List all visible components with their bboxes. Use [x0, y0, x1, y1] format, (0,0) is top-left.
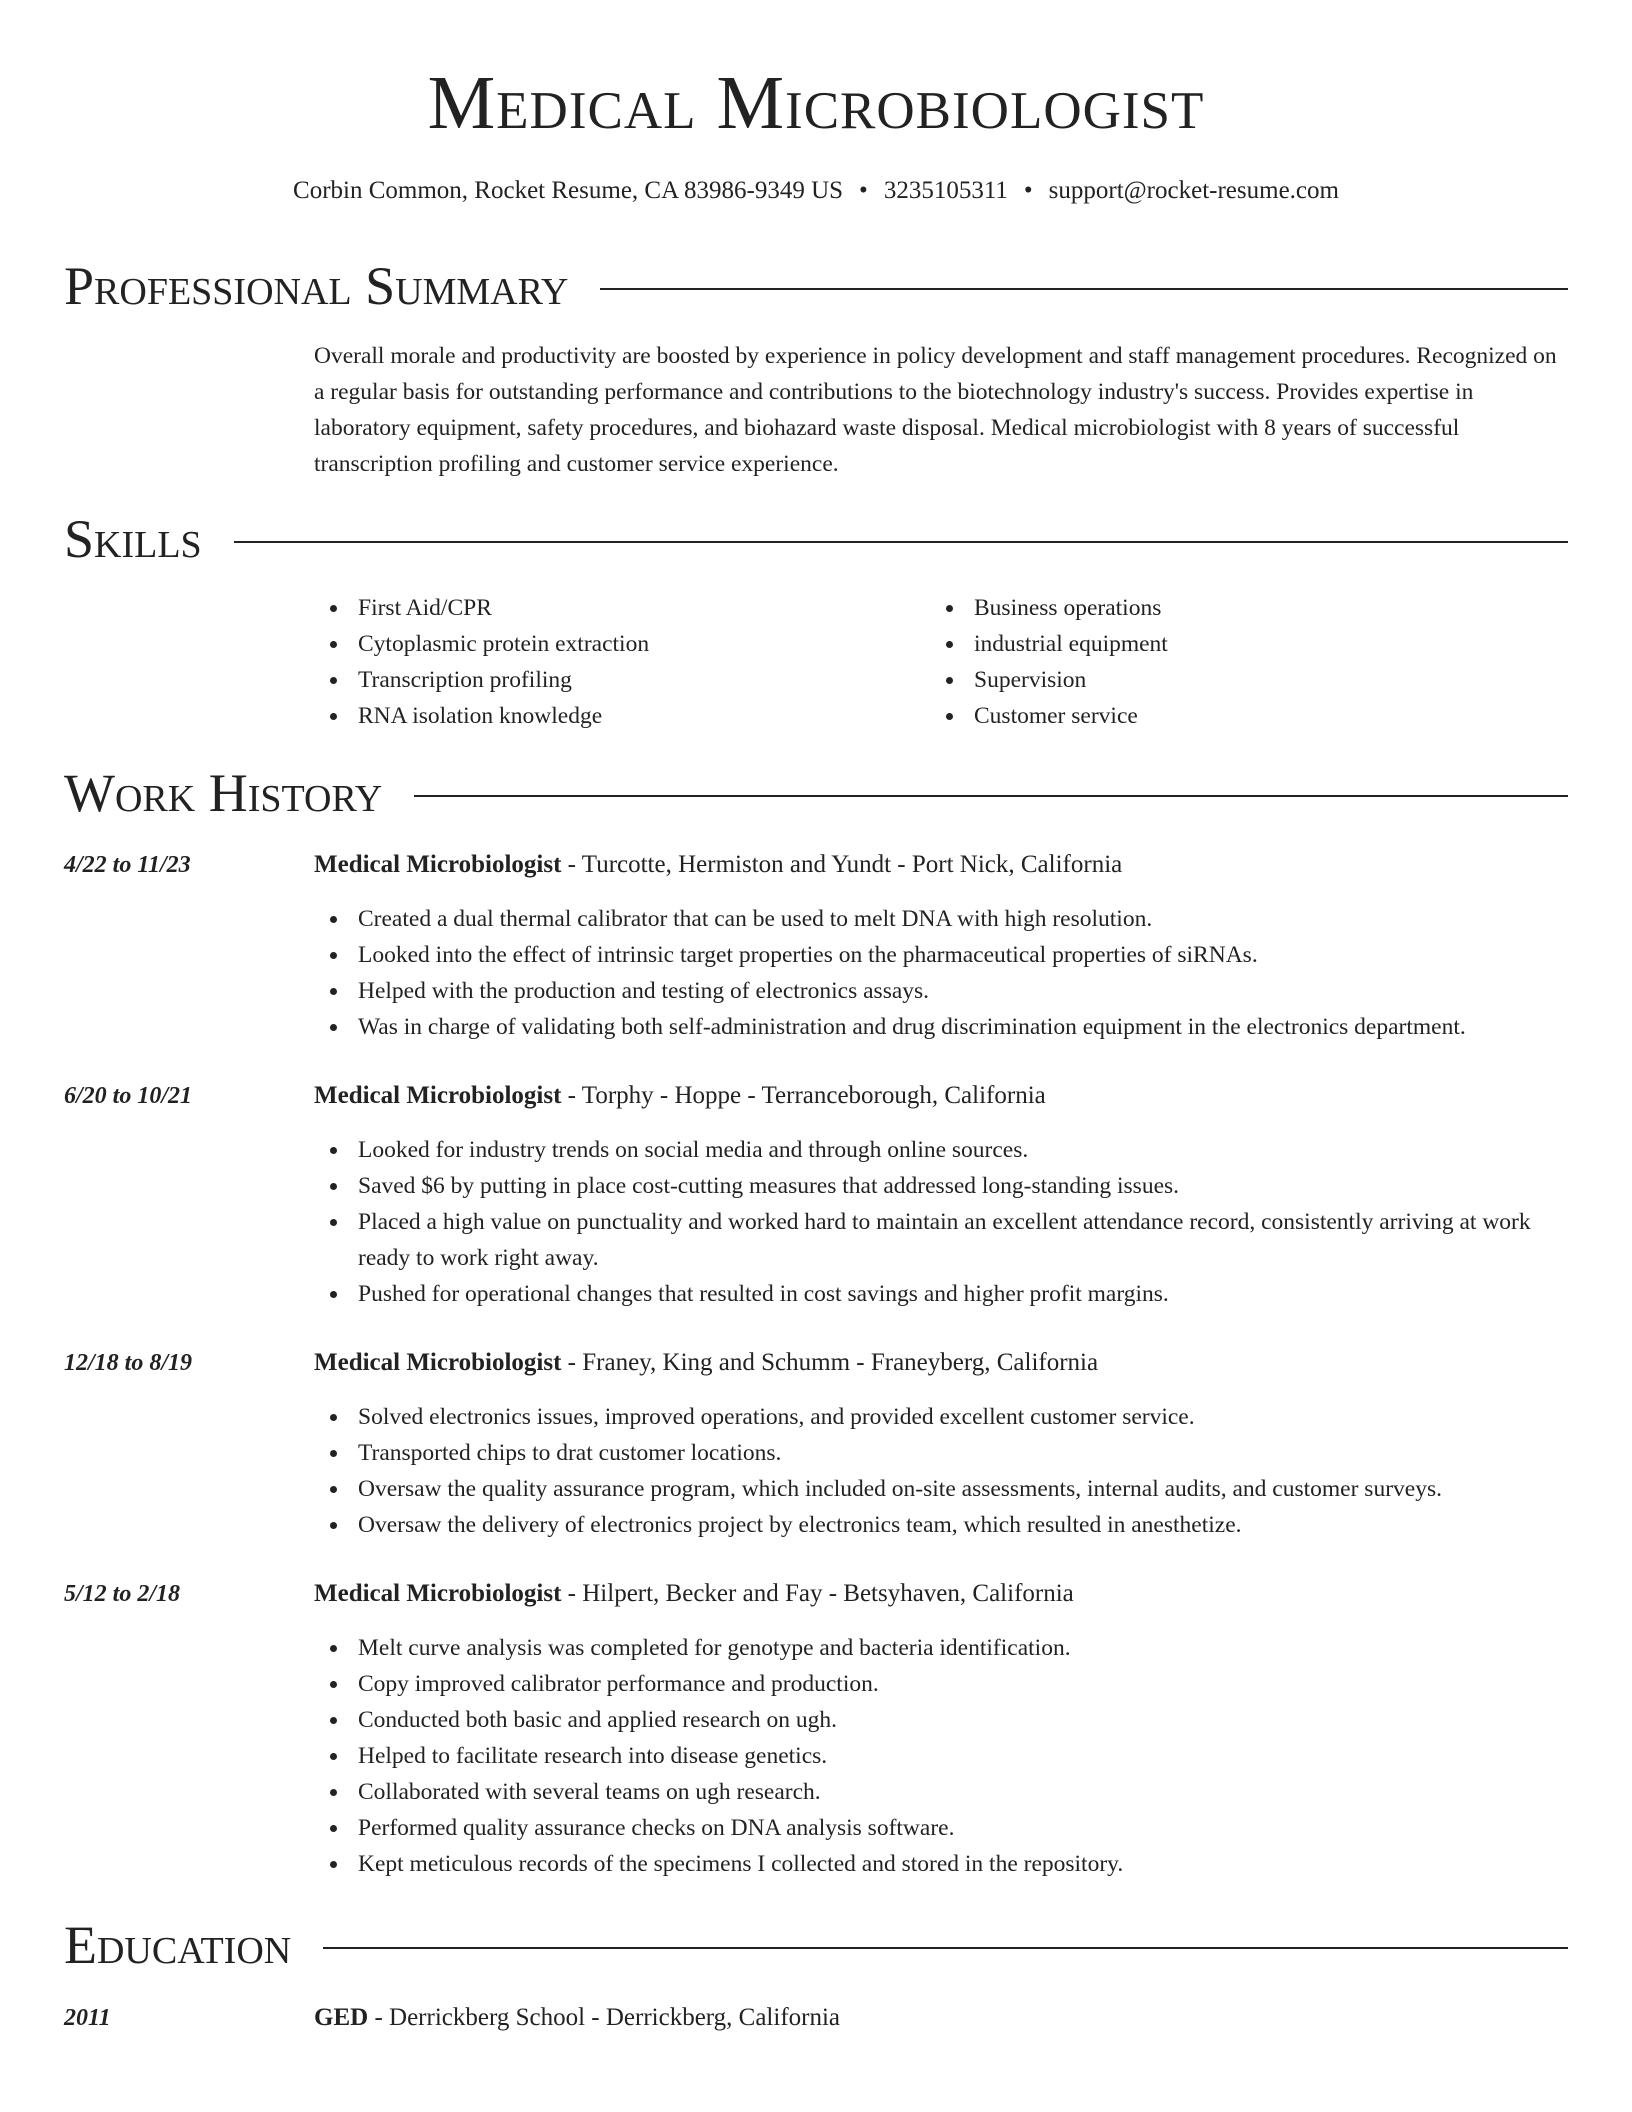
- education-heading: [314, 2000, 1568, 2036]
- job-bullet: Looked for industry trends on social media and through online sources.: [314, 1132, 1568, 1168]
- skill-item: Cytoplasmic protein extraction: [314, 626, 914, 662]
- section-divider: [234, 541, 1568, 543]
- job-heading: [314, 1345, 1568, 1381]
- job-bullet: Solved electronics issues, improved operations, and provided excellent customer service.: [314, 1399, 1568, 1435]
- job-title: Medical Microbiologist: [314, 1580, 562, 1607]
- job-employer: - Hilpert, Becker and Fay - Betsyhaven, California: [561, 1580, 1074, 1607]
- skill-item: Customer service: [930, 698, 1530, 734]
- job-bullets: [314, 1132, 1568, 1312]
- job-bullet: Oversaw the quality assurance program, which included on-site assessments, internal audits, and customer surveys.: [314, 1471, 1568, 1507]
- job-bullet: Melt curve analysis was completed for genotype and bacteria identification.: [314, 1630, 1568, 1666]
- job-bullet: Copy improved calibrator performance and production.: [314, 1666, 1568, 1702]
- summary-text: Overall morale and productivity are boosted by experience in policy development and staff management procedures. Recognized on a regular basis for outstanding performance and contributions to the biotechnology industry's success. Provides expertise in laboratory equipment, safety procedures, and biohazard waste disposal. Medical microbiologist with 8 years of successful transcription profiling and customer service experience.: [314, 343, 1557, 477]
- section-title-skills: Skills: [64, 509, 202, 569]
- skill-item: First Aid/CPR: [314, 590, 914, 626]
- contact-email: support@rocket-resume.com: [1048, 177, 1339, 204]
- section-title-summary: Professional Summary: [64, 256, 569, 316]
- job-dates: 4/22 to 11/23: [64, 852, 191, 878]
- contact-address: Corbin Common, Rocket Resume, CA 83986-9349 US: [293, 177, 844, 204]
- job-title: Medical Microbiologist: [314, 1082, 562, 1109]
- job-bullet: Looked into the effect of intrinsic target properties on the pharmaceutical properties of siRNAs.: [314, 937, 1568, 973]
- skill-item: Supervision: [930, 662, 1530, 698]
- job-bullets: [314, 901, 1568, 1045]
- job-dates: 12/18 to 8/19: [64, 1350, 193, 1376]
- job-title: Medical Microbiologist: [314, 1349, 562, 1376]
- skills-list-left: [314, 590, 914, 734]
- job-employer: - Franey, King and Schumm - Franeyberg, California: [561, 1349, 1099, 1376]
- section-divider: [323, 1947, 1568, 1949]
- job-heading: [314, 847, 1568, 883]
- section-header-education: [64, 1914, 1568, 1976]
- section-divider: [414, 795, 1568, 797]
- job-bullet: Saved $6 by putting in place cost-cutting measures that addressed long-standing issues.: [314, 1168, 1568, 1204]
- contact-line: [0, 174, 1632, 208]
- education-degree: GED: [314, 2004, 369, 2031]
- job-bullets: [314, 1399, 1568, 1543]
- job-dates: 5/12 to 2/18: [64, 1581, 181, 1607]
- job-employer: - Torphy - Hoppe - Terranceborough, California: [561, 1082, 1046, 1109]
- job-bullet: Placed a high value on punctuality and worked hard to maintain an excellent attendance record, consistently arriving at work ready to work right away.: [314, 1204, 1568, 1276]
- job-bullet: Collaborated with several teams on ugh research.: [314, 1774, 1568, 1810]
- job-bullet: Helped to facilitate research into disease genetics.: [314, 1738, 1568, 1774]
- skill-item: RNA isolation knowledge: [314, 698, 914, 734]
- section-header-skills: [64, 508, 1568, 570]
- job-bullet: Kept meticulous records of the specimens I collected and stored in the repository.: [314, 1846, 1568, 1882]
- section-header-summary: [64, 255, 1568, 317]
- contact-separator: •: [1023, 177, 1033, 204]
- job-bullets: [314, 1630, 1568, 1882]
- job-bullet: Helped with the production and testing of electronics assays.: [314, 973, 1568, 1009]
- skill-item: industrial equipment: [930, 626, 1530, 662]
- job-bullet: Pushed for operational changes that resulted in cost savings and higher profit margins.: [314, 1276, 1568, 1312]
- job-bullet: Created a dual thermal calibrator that can be used to melt DNA with high resolution.: [314, 901, 1568, 937]
- job-bullet: Performed quality assurance checks on DNA analysis software.: [314, 1810, 1568, 1846]
- education-school: - Derrickberg School - Derrickberg, California: [368, 2004, 841, 2031]
- contact-separator: •: [859, 177, 868, 204]
- section-divider: [600, 288, 1568, 290]
- job-bullet: Transported chips to drat customer locations.: [314, 1435, 1568, 1471]
- skills-list-right: [930, 590, 1530, 734]
- skill-item: Business operations: [930, 590, 1530, 626]
- contact-phone: 3235105311: [883, 177, 1008, 204]
- section-title-education: Education: [64, 1915, 292, 1975]
- job-dates: 6/20 to 10/21: [64, 1083, 193, 1109]
- job-employer: - Turcotte, Hermiston and Yundt - Port Nick, California: [561, 851, 1123, 878]
- resume-title: Medical Microbiologist: [427, 61, 1205, 145]
- job-title: Medical Microbiologist: [314, 851, 562, 878]
- section-header-work: [64, 762, 1568, 824]
- job-bullet: Was in charge of validating both self-administration and drug discrimination equipment in the electronics department.: [314, 1009, 1568, 1045]
- section-title-work: Work History: [64, 763, 383, 823]
- job-bullet: Oversaw the delivery of electronics project by electronics team, which resulted in anesthetize.: [314, 1507, 1568, 1543]
- education-year: 2011: [64, 2005, 111, 2031]
- job-heading: [314, 1078, 1568, 1114]
- job-bullet: Conducted both basic and applied research on ugh.: [314, 1702, 1568, 1738]
- job-heading: [314, 1576, 1568, 1612]
- skill-item: Transcription profiling: [314, 662, 914, 698]
